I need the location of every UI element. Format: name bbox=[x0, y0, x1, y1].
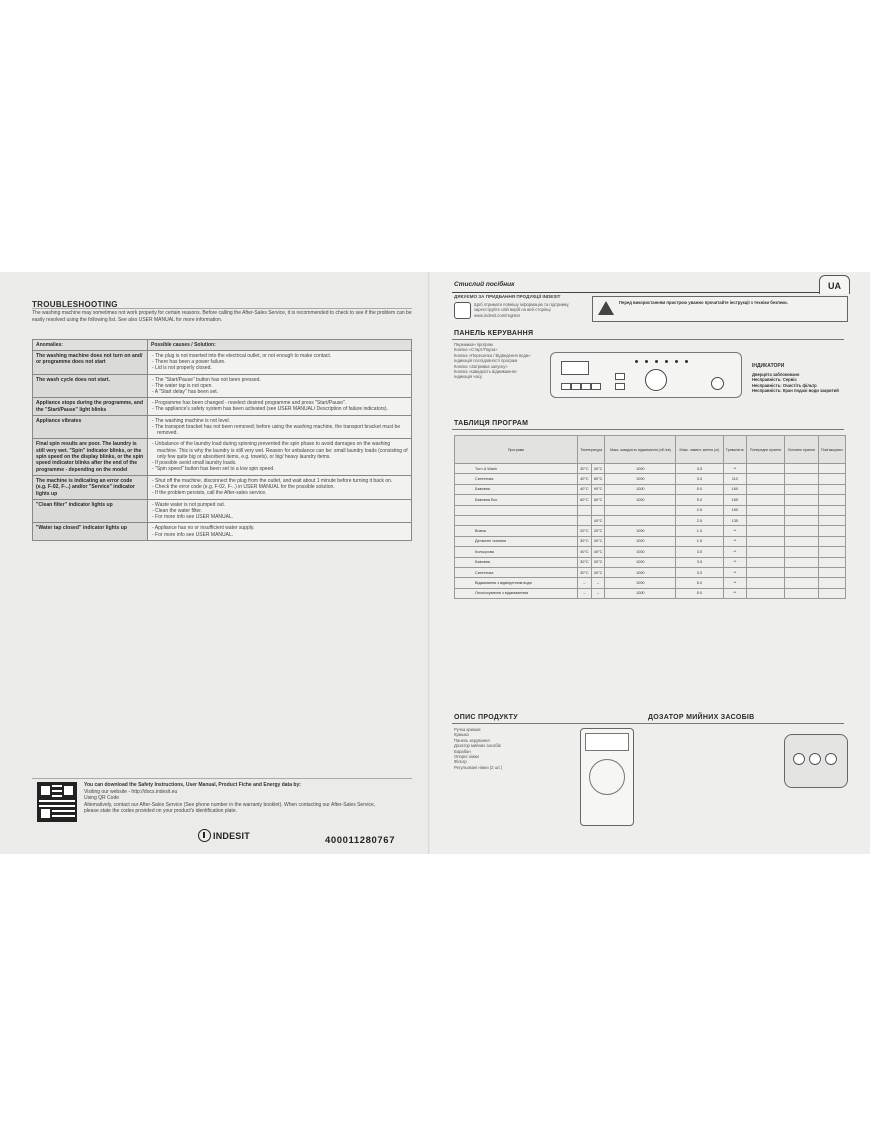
panel-item: Кнопка «Швидкість віджимання» bbox=[454, 369, 518, 375]
program-cell: 1000 bbox=[605, 474, 676, 484]
symbol-cell bbox=[747, 588, 785, 598]
symbol-cell bbox=[784, 495, 818, 505]
troubleshooting-table bbox=[32, 339, 412, 541]
causes-cell bbox=[148, 523, 412, 540]
troubleshooting-title: TROUBLESHOOTING bbox=[32, 300, 118, 309]
troubleshooting-row bbox=[33, 439, 412, 475]
program-cell: 2.5 bbox=[676, 505, 723, 515]
program-cell bbox=[578, 515, 592, 525]
program-knob bbox=[645, 369, 667, 391]
warning-icon bbox=[598, 301, 614, 315]
symbol-cell bbox=[818, 464, 845, 474]
safety-box bbox=[592, 296, 848, 322]
open-booklet bbox=[0, 272, 870, 854]
panel-item: Кнопка «Пересипка / Відведення води» bbox=[454, 352, 531, 358]
footer-rule bbox=[32, 778, 412, 779]
table-header-row bbox=[33, 340, 412, 351]
program-cell: Ополіскування з віджиманням bbox=[455, 588, 578, 598]
program-cell: 1000 bbox=[605, 495, 676, 505]
cause-item: - The appliance's safety system has been activated (see USER MANUAL/ Description of failure indicators). bbox=[152, 406, 388, 413]
program-row bbox=[455, 588, 846, 598]
cause-item: - For more info see USER MANUAL. bbox=[152, 514, 234, 521]
cause-item: - Clean the water filter. bbox=[152, 508, 203, 514]
programs-table bbox=[454, 435, 846, 599]
registration-title: ДЯКУЄМО ЗА ПРИДБАННЯ ПРОДУКЦІЇ INDESIT bbox=[454, 294, 561, 299]
program-cell: 135 bbox=[723, 515, 746, 525]
program-cell: 5.0 bbox=[676, 484, 723, 494]
program-cell: 1.5 bbox=[676, 536, 723, 546]
symbol-cell bbox=[784, 464, 818, 474]
lang-badge bbox=[819, 275, 850, 294]
program-cell: 30°C bbox=[578, 536, 592, 546]
program-row bbox=[455, 464, 846, 474]
symbol-cell bbox=[784, 578, 818, 588]
program-cell: – bbox=[591, 578, 605, 588]
program-cell: 5.0 bbox=[676, 588, 723, 598]
right-page bbox=[430, 272, 870, 854]
cause-item: - Check the error code (e.g. F-02, F-..) in USER MANUAL for the possible solution. bbox=[152, 484, 335, 491]
cause-item: - If the problem persists, call the After-sales service. bbox=[152, 490, 267, 497]
symbol-cell bbox=[784, 474, 818, 484]
panel-item: Індикація послідовності програм bbox=[454, 358, 518, 364]
program-cell: ** bbox=[723, 567, 746, 577]
program-cell: 1000 bbox=[605, 464, 676, 474]
program-cell: – bbox=[591, 588, 605, 598]
program-cell: Бавовна bbox=[455, 484, 578, 494]
indicator-led bbox=[685, 360, 688, 363]
program-cell: ** bbox=[723, 578, 746, 588]
left-page bbox=[0, 272, 430, 854]
panel-button bbox=[571, 383, 581, 390]
symbol-cell bbox=[784, 567, 818, 577]
program-cell: – bbox=[578, 588, 592, 598]
program-cell: 3.5 bbox=[676, 547, 723, 557]
qr-code bbox=[37, 782, 77, 822]
causes-cell bbox=[148, 439, 412, 475]
dispenser-rule bbox=[648, 723, 844, 724]
program-row bbox=[455, 567, 846, 577]
symbol-cell bbox=[784, 526, 818, 536]
program-cell: Синтетика bbox=[455, 474, 578, 484]
program-cell: 60°C bbox=[578, 495, 592, 505]
head-cell: Основне прання bbox=[784, 436, 818, 464]
panel-button bbox=[581, 383, 591, 390]
download-lead: You can download the Safety Instructions, User Manual, Product Fiche and Energy data by: bbox=[84, 782, 301, 788]
symbol-cell bbox=[784, 515, 818, 525]
dispenser-title: ДОЗАТОР МИЙНИХ ЗАСОБІВ bbox=[648, 714, 755, 721]
symbol-cell bbox=[747, 526, 785, 536]
troubleshooting-row bbox=[33, 374, 412, 398]
program-cell: Синтетика bbox=[455, 567, 578, 577]
table-rule bbox=[452, 429, 844, 430]
program-cell: 30°C bbox=[591, 464, 605, 474]
program-cell: ** bbox=[723, 464, 746, 474]
time-display bbox=[561, 361, 589, 375]
program-cell: Бавовна Еко bbox=[455, 495, 578, 505]
program-cell: 90°C bbox=[591, 484, 605, 494]
program-cell: 165 bbox=[723, 495, 746, 505]
symbol-cell bbox=[818, 484, 845, 494]
symbol-cell bbox=[747, 578, 785, 588]
indicator-led bbox=[675, 360, 678, 363]
program-cell: 30°C bbox=[591, 557, 605, 567]
cause-item: - The plug is not inserted into the electrical outlet, or not enough to make contact. bbox=[152, 353, 332, 359]
symbol-cell bbox=[818, 588, 845, 598]
panel-rule bbox=[452, 339, 844, 340]
panel-items bbox=[454, 342, 552, 380]
program-cell: 2.5 bbox=[676, 515, 723, 525]
indicator-list bbox=[752, 372, 848, 394]
program-cell: 1.0 bbox=[676, 526, 723, 536]
program-cell: 1000 bbox=[605, 484, 676, 494]
program-cell: ** bbox=[723, 536, 746, 546]
program-cell bbox=[578, 505, 592, 515]
program-cell bbox=[455, 505, 578, 515]
head-cell: Програми bbox=[455, 436, 578, 464]
cause-item: - The transport bracket has not been removed; before using the washing machine, the transport bracket must be removed. bbox=[152, 424, 401, 437]
program-cell: 1000 bbox=[605, 536, 676, 546]
program-cell: 5.0 bbox=[676, 495, 723, 505]
cause-item: - Unbalance of the laundry load during spinning prevented the spin phase to avoid damages on the washing machine. This is why the laundry is still very wet. Reason for unbalance can be: small laundry loads (consisting of only few quite big or absorbent items, e.g. towels), or big/ heavy laundry items. bbox=[152, 441, 408, 460]
header-rule bbox=[452, 292, 844, 293]
product-item: Опорні ніжки bbox=[454, 754, 479, 760]
program-cell: 40°C bbox=[591, 547, 605, 557]
troubleshooting-row bbox=[33, 475, 412, 499]
download-item: Alternatively, contact our After-Sales Service (See phone number in the warranty booklet). When contacting our After-Sales Service, please state the codes provided on your product's identification plate. bbox=[84, 801, 376, 814]
head-cell: Пом'якшувач bbox=[818, 436, 845, 464]
part-number: 400011280767 bbox=[325, 835, 396, 846]
indesit-logo-mark bbox=[198, 829, 211, 842]
symbol-cell bbox=[784, 547, 818, 557]
program-cell: Віджимання з відведенням води bbox=[455, 578, 578, 588]
program-cell: 20°C bbox=[591, 526, 605, 536]
product-item: Кришка bbox=[454, 732, 469, 738]
header-title: Стислий посібник bbox=[454, 281, 515, 288]
safety-text: Перед використанням пристрою уважно прочитайте інструкції з техніки безпеки. bbox=[619, 300, 788, 305]
head-cell: Макс. швидкість віджимання (об./хв) bbox=[605, 436, 676, 464]
causes-cell bbox=[148, 475, 412, 499]
registration-text: Щоб отримати повнішу інформацію та підтримку, зареєструйте свій виріб на веб-сторінці www.indesit.com/register bbox=[474, 302, 570, 318]
download-info bbox=[84, 782, 384, 815]
troubleshooting-row bbox=[33, 398, 412, 416]
head-cell: Тривалість bbox=[723, 436, 746, 464]
program-cell: 40°C bbox=[578, 484, 592, 494]
indicator-led bbox=[665, 360, 668, 363]
anomaly-cell: "Clean filter" indicator lights up bbox=[33, 499, 148, 523]
symbol-cell bbox=[784, 505, 818, 515]
program-cell: 60°C bbox=[591, 495, 605, 505]
program-cell: 1000 bbox=[605, 557, 676, 567]
cause-item: - For more info see USER MANUAL. bbox=[152, 531, 234, 538]
head-cell: Температура bbox=[578, 436, 605, 464]
cause-item: - Programme has been changed - reselect desired programme and press "Start/Pause". bbox=[152, 400, 347, 407]
cause-item: - "Spin speed" button has been set to a low spin speed. bbox=[152, 466, 275, 473]
indicator-led bbox=[655, 360, 658, 363]
symbol-cell bbox=[784, 536, 818, 546]
col-causes: Possible causes / Solution: bbox=[148, 340, 412, 351]
symbol-cell bbox=[784, 588, 818, 598]
panel-button bbox=[561, 383, 571, 390]
program-cell: Делікатні тканини bbox=[455, 536, 578, 546]
symbol-cell bbox=[818, 567, 845, 577]
cause-item: - Appliance has no or insufficient water supply. bbox=[152, 525, 255, 532]
symbol-cell bbox=[818, 536, 845, 546]
download-item: Using QR Code bbox=[84, 795, 120, 801]
anomaly-cell: The machine is indicating an error code (e.g. F-02, F-..) and/or "Service" indicator lights up bbox=[33, 475, 148, 499]
symbol-cell bbox=[818, 515, 845, 525]
program-cell bbox=[455, 515, 578, 525]
symbol-cell bbox=[747, 495, 785, 505]
program-cell: 30°C bbox=[591, 536, 605, 546]
symbol-cell bbox=[747, 536, 785, 546]
program-row bbox=[455, 505, 846, 515]
program-cell: Turn & Wash bbox=[455, 464, 578, 474]
cause-item: - A "Start delay" has been set. bbox=[152, 389, 219, 396]
program-cell: 30°C bbox=[591, 567, 605, 577]
program-cell: ** bbox=[723, 557, 746, 567]
head-cell: Попереднє прання bbox=[747, 436, 785, 464]
lang-code: UA bbox=[828, 281, 841, 291]
causes-cell bbox=[148, 499, 412, 523]
symbol-cell bbox=[784, 557, 818, 567]
program-cell: ** bbox=[723, 547, 746, 557]
panel-button bbox=[591, 383, 601, 390]
anomaly-cell: Final spin results are poor. The laundry is still very wet. "Spin" indicator blinks, or the spin speed on the display blinks, or the spin speed indicator blinks after the end of the programme - depending on the model bbox=[33, 439, 148, 475]
program-cell: 30°C bbox=[578, 567, 592, 577]
program-cell: 1000 bbox=[605, 567, 676, 577]
program-cell: 1000 bbox=[605, 547, 676, 557]
anomaly-cell: Appliance stops during the programme, and the "Start/Pause" light blinks bbox=[33, 398, 148, 416]
symbol-cell bbox=[747, 515, 785, 525]
symbol-cell bbox=[747, 505, 785, 515]
head-cell: Макс. завант. ження (кг) bbox=[676, 436, 723, 464]
program-cell: 1000 bbox=[605, 578, 676, 588]
cause-item: - There has been a power failure. bbox=[152, 359, 226, 366]
symbol-cell bbox=[747, 547, 785, 557]
program-cell: 3.5 bbox=[676, 557, 723, 567]
indicator-led bbox=[645, 360, 648, 363]
program-cell: Вовна bbox=[455, 526, 578, 536]
symbol-cell bbox=[747, 557, 785, 567]
indicators-title: ІНДИКАТОРИ bbox=[752, 363, 785, 369]
program-cell: 1000 bbox=[605, 588, 676, 598]
panel-button bbox=[615, 373, 625, 380]
cause-item: - Shut off the machine, disconnect the plug from the outlet, and wait about 1 minute before turning it back on. bbox=[152, 477, 393, 484]
troubleshooting-row bbox=[33, 415, 412, 439]
cause-item: - The water tap is not open. bbox=[152, 382, 213, 389]
registration-icon bbox=[454, 302, 471, 319]
program-row bbox=[455, 536, 846, 546]
indicator-led bbox=[635, 360, 638, 363]
anomaly-cell: Appliance vibrates bbox=[33, 415, 148, 439]
symbol-cell bbox=[747, 474, 785, 484]
cause-item: - If possible avoid small laundry loads. bbox=[152, 460, 237, 467]
product-item: Дозатор мийних засобів bbox=[454, 743, 501, 749]
program-cell bbox=[605, 515, 676, 525]
symbol-cell bbox=[818, 578, 845, 588]
program-row bbox=[455, 547, 846, 557]
dispenser-illustration bbox=[784, 734, 848, 788]
panel-item: Індикація часу bbox=[454, 374, 482, 380]
program-cell: 3.0 bbox=[676, 567, 723, 577]
symbol-cell bbox=[747, 464, 785, 474]
program-row bbox=[455, 495, 846, 505]
program-cell bbox=[591, 505, 605, 515]
program-row bbox=[455, 526, 846, 536]
product-item: Регульовані ніжки (2 шт.) bbox=[454, 764, 502, 770]
anomaly-cell: "Water tap closed" indicator lights up bbox=[33, 523, 148, 540]
causes-cell bbox=[148, 415, 412, 439]
program-cell: 3.5 bbox=[676, 464, 723, 474]
programs-table-header bbox=[455, 436, 846, 464]
causes-cell bbox=[148, 351, 412, 375]
symbol-cell bbox=[747, 567, 785, 577]
indesit-logo bbox=[198, 829, 250, 842]
program-cell: – bbox=[578, 578, 592, 588]
panel-item: Кнопка «Старт/Пауза» bbox=[454, 347, 498, 353]
cause-item: - The "Start/Pause" button has not been pressed. bbox=[152, 376, 261, 383]
indicator-item: Несправність: Сервіс bbox=[752, 377, 797, 383]
program-cell: 5.0 bbox=[676, 578, 723, 588]
causes-cell bbox=[148, 398, 412, 416]
troubleshooting-row bbox=[33, 499, 412, 523]
program-cell: 40°C bbox=[578, 547, 592, 557]
program-row bbox=[455, 557, 846, 567]
troubleshooting-row bbox=[33, 523, 412, 540]
program-cell: 160 bbox=[723, 484, 746, 494]
program-cell: 40°C bbox=[591, 515, 605, 525]
symbol-cell bbox=[818, 526, 845, 536]
troubleshooting-intro: The washing machine may sometimes not work properly for certain reasons. Before calling the After-Sales Service, it is recommended to check to see if the problem can be easily resolved using the following list. See also USER MANUAL for more information. bbox=[32, 310, 412, 323]
troubleshooting-row bbox=[33, 351, 412, 375]
program-cell: 20°C bbox=[578, 526, 592, 536]
program-cell: 60°C bbox=[591, 474, 605, 484]
symbol-cell bbox=[818, 505, 845, 515]
program-cell: 30°C bbox=[578, 557, 592, 567]
symbol-cell bbox=[818, 474, 845, 484]
product-title: ОПИС ПРОДУКТУ bbox=[454, 714, 518, 721]
program-row bbox=[455, 578, 846, 588]
symbol-cell bbox=[784, 484, 818, 494]
indicator-item: Дверцята заблоковано bbox=[752, 372, 800, 377]
product-item: Ручка кришки bbox=[454, 727, 481, 732]
washing-machine-illustration bbox=[580, 728, 634, 826]
program-cell: 150 bbox=[723, 505, 746, 515]
symbol-cell bbox=[818, 495, 845, 505]
anomaly-cell: The washing machine does not turn on and/ or programme does not start bbox=[33, 351, 148, 375]
cause-item: - Lid is not properly closed. bbox=[152, 365, 212, 372]
symbol-cell bbox=[747, 484, 785, 494]
product-item: Фільтр bbox=[454, 759, 467, 765]
brand-name: INDESIT bbox=[213, 830, 250, 841]
programs-table-title: ТАБЛИЦЯ ПРОГРАМ bbox=[454, 420, 529, 427]
program-row bbox=[455, 474, 846, 484]
panel-title: ПАНЕЛЬ КЕРУВАННЯ bbox=[454, 330, 534, 337]
product-items bbox=[454, 727, 564, 770]
program-cell: Бавовна bbox=[455, 557, 578, 567]
product-item: Барабан bbox=[454, 748, 471, 754]
program-cell: ** bbox=[723, 526, 746, 536]
program-cell: 40°C bbox=[578, 474, 592, 484]
product-rule bbox=[452, 723, 652, 724]
program-row bbox=[455, 484, 846, 494]
product-item: Панель керування bbox=[454, 737, 490, 743]
symbol-cell bbox=[818, 557, 845, 567]
start-pause-button bbox=[711, 377, 724, 390]
program-cell: 3.0 bbox=[676, 474, 723, 484]
download-item: Visiting our website - http://docs.indesit.eu bbox=[84, 788, 178, 795]
indicator-item: Несправність: Кран подачі води закритий bbox=[752, 388, 839, 394]
program-row bbox=[455, 515, 846, 525]
cause-item: - Waste water is not pumped out. bbox=[152, 501, 226, 508]
program-cell: 1000 bbox=[605, 526, 676, 536]
program-cell: 30°C bbox=[578, 464, 592, 474]
symbol-cell bbox=[818, 547, 845, 557]
program-cell: ** bbox=[723, 588, 746, 598]
program-cell: 110 bbox=[723, 474, 746, 484]
program-cell bbox=[605, 505, 676, 515]
indicator-item: Несправність: Очистіть фільтр bbox=[752, 382, 817, 388]
cause-item: - The washing machine is not level. bbox=[152, 417, 231, 424]
panel-item: Перемикач програм bbox=[454, 342, 493, 347]
causes-cell bbox=[148, 374, 412, 398]
program-cell: Кольорова bbox=[455, 547, 578, 557]
control-panel-diagram bbox=[550, 352, 742, 398]
col-anomalies: Anomalies: bbox=[33, 340, 148, 351]
anomaly-cell: The wash cycle does not start. bbox=[33, 374, 148, 398]
panel-item: Кнопка «Затримка запуску» bbox=[454, 363, 508, 369]
panel-button bbox=[615, 383, 625, 390]
